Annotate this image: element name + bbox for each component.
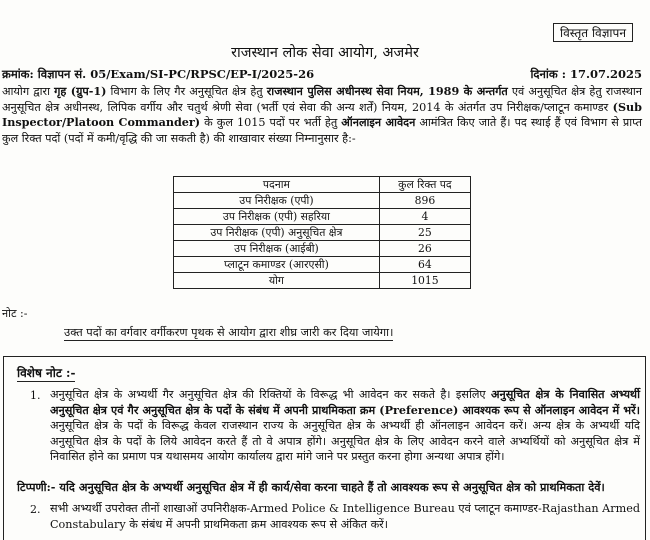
post-name: उप निरीक्षक (एपी) सहरिया	[174, 209, 380, 225]
post-name: उप निरीक्षक (एपी) अनुसूचित क्षेत्र	[174, 225, 380, 241]
advertisement-type-label: विस्तृत विज्ञापन	[553, 23, 633, 42]
table-total-row	[174, 273, 471, 289]
item-number: 1.	[30, 389, 41, 402]
total-label: योग	[174, 273, 380, 289]
post-name: उप निरीक्षक (आईबी)	[174, 241, 380, 257]
total-count: 1015	[379, 273, 470, 289]
reference-number: क्रमांक: विज्ञापन सं. 05/Exam/SI-PC/RPSC/EP-I/2025-26	[2, 67, 315, 81]
post-name: प्लाटून कमाण्डर (आरएसी)	[174, 257, 380, 273]
post-count: 25	[379, 225, 470, 241]
special-note-title: विशेष नोट :-	[17, 366, 76, 380]
post-count: 26	[379, 241, 470, 257]
table-header-row	[174, 177, 471, 193]
post-count: 4	[379, 209, 470, 225]
advertisement-date: दिनांक : 17.07.2025	[530, 67, 642, 81]
table-row	[174, 257, 471, 273]
table-row	[174, 209, 471, 225]
intro-paragraph: आयोग द्वारा गृह (ग्रुप-1) विभाग के लिए गैर अनुसूचित क्षेत्र हेतु राजस्थान पुलिस अधीनस्थ सेवा नियम, 1989 के अन्तर्गत एवं अनुसूचित क्षेत्र हेतु राजस्थान अनुसूचित क्षेत्र अधीनस्थ, लिपिक वर्गीय और चतुर्थ श्रेणी सेवा (भर्ती एवं सेवा की अन्य शर्तें) नियम, 2014 के अंतर्गत उप निरीक्षक/प्लाटून कमाण्डर (Sub Inspector/Platoon Commander) के कुल 1015 पदों पर भर्ती हेतु ऑनलाइन आवेदन आमंत्रित किए जाते हैं। पद स्थाई हैं एवं विभाग से प्राप्त कुल रिक्त पदों (पदों में कमी/वृद्धि की जा सकती है) की शाखावार संख्या निम्नानुसार है:-	[2, 84, 642, 145]
post-name: उप निरीक्षक (एपी)	[174, 193, 380, 209]
table-row	[174, 225, 471, 241]
special-note-item-1: अनुसूचित क्षेत्र के अभ्यर्थी गैर अनुसूचित क्षेत्र की रिक्तियों के विरूद्ध भी आवेदन कर सकते है। इसलिए अनुसूचित क्षेत्र के निवासित अभ्यर्थी अनुसूचित क्षेत्र एवं गैर अनुसूचित क्षेत्र के पदों के संबंध में अपनी प्राथमिकता क्रम (Preference) आवश्यक रूप से ऑनलाइन आवेदन में भरें। अनुसूचित क्षेत्र के पदों के विरूद्ध केवल राजस्थान राज्य के अनुसूचित क्षेत्र के अभ्यर्थी ही ऑनलाइन आवेदन करें। अन्य क्षेत्र के अभ्यर्थी यदि अनुसूचित क्षेत्र के पदों के लिये आवेदन करते हैं तो वे अपात्र होंगे। अनुसूचित क्षेत्र के लिए आवेदन करने वाले अभ्यर्थियों को अनुसूचित क्षेत्र में निवासित होने का प्रमाण पत्र यथासमय आयोग कार्यालय द्वारा मांगे जाने पर प्रस्तुत करना होगा अन्यथा अपात्र होंगे।	[50, 387, 640, 463]
note-label: नोट :-	[2, 307, 28, 320]
vacancy-table	[173, 176, 471, 289]
table-row	[174, 193, 471, 209]
organization-title: राजस्थान लोक सेवा आयोग, अजमेर	[231, 45, 419, 61]
item-number: 2.	[30, 503, 41, 516]
note-text: उक्त पदों का वर्गवार वर्गीकरण पृथक से आयोग द्वारा शीघ्र जारी कर दिया जायेगा।	[64, 326, 394, 339]
column-header-post: पदनाम	[174, 177, 380, 193]
remark	[17, 480, 637, 495]
table-row	[174, 241, 471, 257]
remark-label: टिप्पणी:-	[17, 480, 60, 494]
column-header-count: कुल रिक्त पद	[379, 177, 470, 193]
post-count: 64	[379, 257, 470, 273]
remark-text: यदि अनुसूचित क्षेत्र के अभ्यर्थी अनुसूचित क्षेत्र में ही कार्य/सेवा करना चाहते हैं तो आवश्यक रूप से अनुसूचित क्षेत्र को प्राथमिकता देवें।	[59, 480, 605, 494]
special-note-item-2: सभी अभ्यर्थी उपरोक्त तीनों शाखाओं उपनिरीक्षक-Armed Police & Intelligence Bureau एवं प्लाटून कमाण्डर-Rajasthan Armed Constabulary के संबंध में अपनी प्राथमिकता क्रम आवश्यक रूप से अंकित करें।	[50, 502, 640, 531]
post-count: 896	[379, 193, 470, 209]
